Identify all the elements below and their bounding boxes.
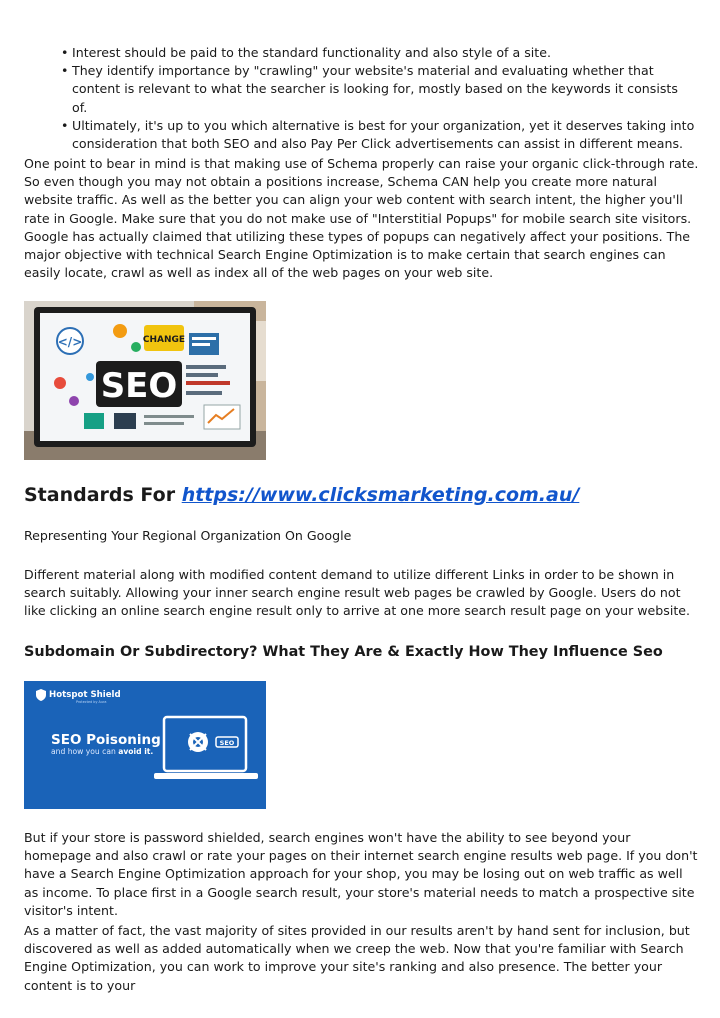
bullet-item: • They identify importance by "crawling" your website's material and evaluating whether that content is relevant to what the searcher is looking for, mostly based on the keywords it consists of. <box>24 62 696 117</box>
subheading-line: Representing Your Regional Organization On Google <box>24 528 352 543</box>
bullet-item: • Interest should be paid to the standard functionality and also style of a site. <box>24 44 696 62</box>
bullet-item: • Ultimately, it's up to you which alternative is best for your organization, yet it deserves taking into consideration that both SEO and also Pay Per Click advertisements can assist in different means. <box>24 117 696 153</box>
screen-seo-tag: SEO <box>219 739 235 747</box>
seo-poisoning-title: SEO Poisoning <box>51 732 161 748</box>
subdomain-heading: Subdomain Or Subdirectory? What They Are & Exactly How They Influence Seo <box>24 644 663 660</box>
svg-text:</>: </> <box>57 335 83 349</box>
seo-poisoning-subtitle: and how you can avoid it. <box>51 747 154 756</box>
change-tag: CHANGE <box>142 335 186 345</box>
bullet-list <box>24 44 696 153</box>
seo-poisoning-image <box>24 681 266 809</box>
paragraph-schema: One point to bear in mind is that making use of Schema properly can raise your organic click-through rate. So even though you may not obtain a positions increase, Schema CAN help you create more natural website traffic. As well as the better you can align your web content with search intent, the higher you'll rate in Google. Make sure that you do not make use of "Interstitial Popups" for mobile search site visitors. Google has actually claimed that utilizing these types of popups can negatively affect your positions. The major objective with technical Search Engine Optimization is to make certain that search engines can easily locate, crawl as well as index all of the web pages on your web site. <box>24 156 699 281</box>
paragraph-crawl: As a matter of fact, the vast majority of sites provided in our results aren't by hand sent for inclusion, but discovered as well as added automatically when we creep the web. Now that you're familiar with Search Engine Optimization, you can work to improve your site's ranking and also presence. The better your content is to your <box>24 923 690 993</box>
heading-prefix: Standards For <box>24 484 182 506</box>
seo-monitor-image <box>24 301 266 460</box>
hotspot-shield-logo: Hotspot Shield <box>49 690 121 700</box>
standards-heading <box>24 481 579 509</box>
paragraph-links: Different material along with modified content demand to utilize different Links in order to be shown in search suitably. Allowing your inner search engine result web pages be crawled by Google. Users do not like clicking an online search engine result only to arrive at one more search result page on your website. <box>24 567 691 619</box>
clicksmarketing-link[interactable]: https://www.clicksmarketing.com.au/ <box>181 484 580 506</box>
shield-icon <box>36 689 46 701</box>
logo-subtext: Protected by Aura <box>76 700 107 704</box>
seo-monitor-text: SEO <box>100 366 178 406</box>
laptop-icon <box>152 715 260 787</box>
paragraph-password: But if your store is password shielded, search engines won't have the ability to see beyond your homepage and also crawl or rate your pages on their internet search engine results web page. If you don't have a Search Engine Optimization approach for your shop, you may be losing out on web traffic as well as income. To place first in a Google search result, your store's material needs to match a prospective site visitor's intent. <box>24 830 698 918</box>
